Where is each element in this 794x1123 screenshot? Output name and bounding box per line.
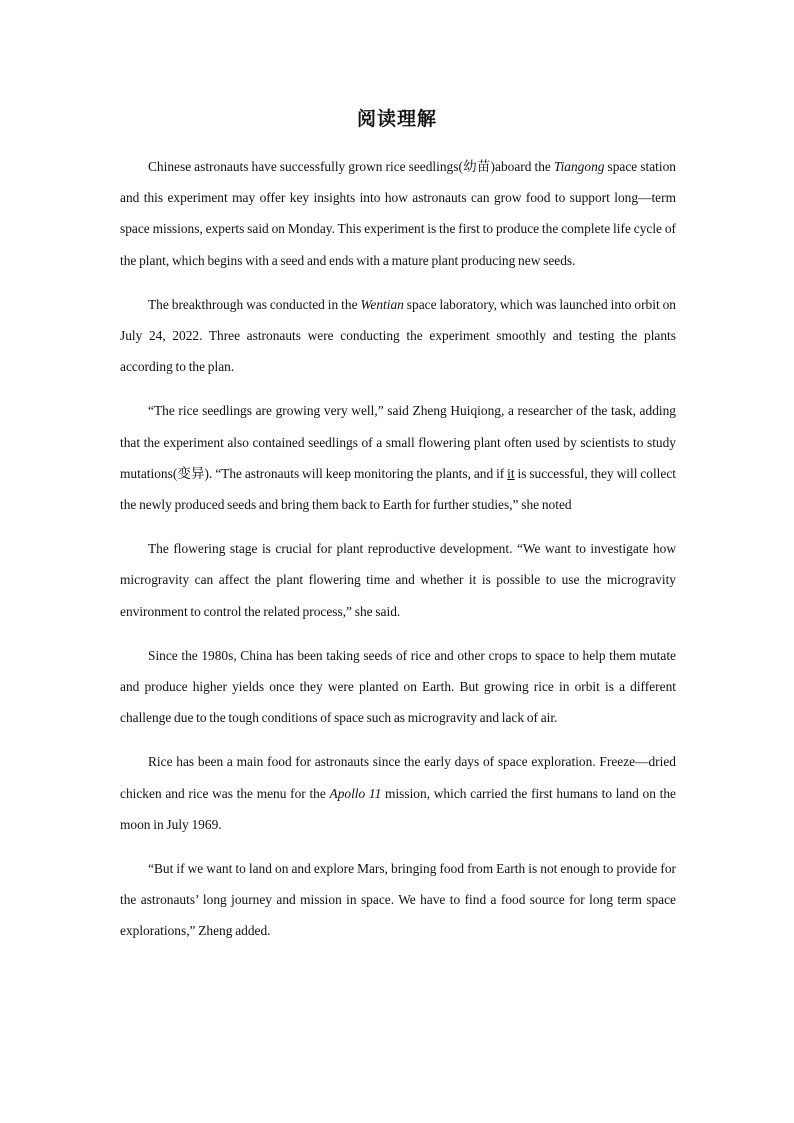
text-run: space station and this experiment may offer key insights into how astronauts can grow food to support long—term space missions, experts said on Monday. This experiment is the first to produce the complete life cycle of the plant, which begins with a seed and ends with a mature plant producing new seeds. (120, 159, 676, 268)
text-run: “The rice seedlings are growing very well,” said Zheng Huiqiong, a researcher of the task, adding that the experiment also contained seedlings of a small flowering plant often used by scientists to study mutations(变异). “The astronauts will keep monitoring the plants, and if (120, 403, 676, 481)
paragraph-4 (120, 533, 676, 627)
text-run: space laboratory, which was launched into orbit on July 24, 2022. Three astronauts were conducting the experiment smoothly and testing the plants according to the plan. (120, 296, 677, 375)
text-run: mission, which carried the first humans to land on the moon in July 1969. (120, 785, 676, 832)
text-run: “But if we want to land on and explore Mars, bringing food from Earth is not enough to provide for the astronauts’ long journey and mission in space. We have to find a food source for long term space explorations,” Zheng added. (120, 861, 676, 939)
paragraph-6 (120, 746, 676, 840)
italic-term-wentian: Wentian (360, 296, 404, 312)
paragraph-2 (120, 289, 676, 383)
paragraph-7 (120, 853, 676, 947)
paragraph-5 (120, 640, 676, 734)
underlined-word-it: it (507, 465, 515, 481)
text-run: Rice has been a main food for astronauts since the early days of space exploration. Freeze—dried chicken and rice was the menu for the (120, 754, 676, 801)
article-body (120, 151, 676, 960)
paragraph-1 (120, 151, 676, 276)
text-run: The flowering stage is crucial for plant reproductive development. “We want to investigate how microgravity can affect the plant flowering time and whether it is possible to use the microgravity environment to control the related process,” she said. (120, 541, 676, 619)
text-run: is successful, they will collect the newly produced seeds and bring them back to Earth for further studies,” she noted (120, 465, 676, 513)
text-run: The breakthrough was conducted in the (148, 296, 361, 312)
page-title: 阅读理解 (356, 108, 437, 130)
paragraph-3 (120, 395, 676, 520)
italic-term-apollo-11: Apollo 11 (329, 785, 382, 801)
text-run: Since the 1980s, China has been taking seeds of rice and other crops to space to help them mutate and produce higher yields once they were planted on Earth. But growing rice in orbit is a different challenge due to the tough conditions of space such as microgravity and lack of air. (120, 647, 676, 726)
text-run: Chinese astronauts have successfully grown rice seedlings(幼苗)aboard the (148, 159, 554, 174)
italic-term-tiangong: Tiangong (553, 159, 605, 174)
